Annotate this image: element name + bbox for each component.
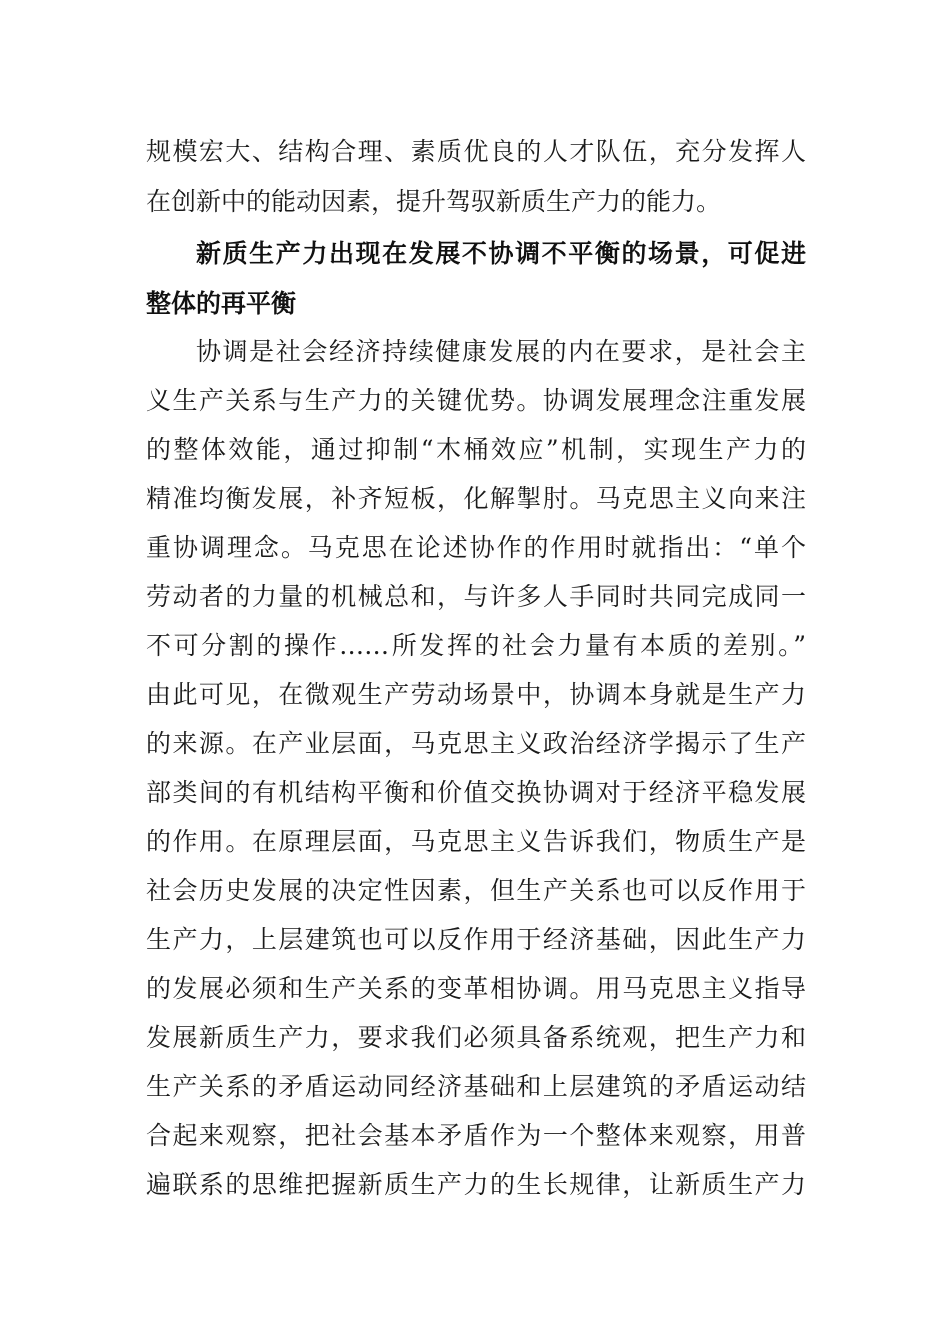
text-line: 发展新质生产力，要求我们必须具备系统观，把生产力和 — [146, 1023, 806, 1052]
heading-line: 新质生产力出现在发展不协调不平衡的场景，可促进 — [196, 239, 806, 268]
text-line: 生产力，上层建筑也可以反作用于经济基础，因此生产力 — [146, 925, 806, 954]
text-line: 社会历史发展的决定性因素，但生产关系也可以反作用于 — [146, 876, 806, 905]
text-line: 遍联系的思维把握新质生产力的生长规律，让新质生产力 — [146, 1170, 806, 1199]
text-line: 重协调理念。马克思在论述协作的作用时就指出：“单个 — [146, 533, 806, 562]
text-line: 义生产关系与生产力的关键优势。协调发展理念注重发展 — [146, 386, 806, 415]
text-line: 劳动者的力量的机械总和，与许多人手同时共同完成同一 — [146, 582, 806, 611]
text-line: 在创新中的能动因素，提升驾驭新质生产力的能力。 — [146, 187, 722, 216]
text-line: 由此可见，在微观生产劳动场景中，协调本身就是生产力 — [146, 680, 806, 709]
heading-line: 整体的再平衡 — [146, 289, 297, 318]
text-line: 生产关系的矛盾运动同经济基础和上层建筑的矛盾运动结 — [146, 1072, 806, 1101]
text-line: 的来源。在产业层面，马克思主义政治经济学揭示了生产 — [146, 729, 806, 758]
text-line: 的作用。在原理层面，马克思主义告诉我们，物质生产是 — [146, 827, 806, 856]
text-line: 精准均衡发展，补齐短板，化解掣肘。马克思主义向来注 — [146, 484, 806, 513]
text-line: 合起来观察，把社会基本矛盾作为一个整体来观察，用普 — [146, 1121, 806, 1150]
text-line: 协调是社会经济持续健康发展的内在要求，是社会主 — [196, 337, 806, 366]
text-line: 的整体效能，通过抑制“木桶效应”机制，实现生产力的 — [146, 435, 806, 464]
text-line: 不可分割的操作……所发挥的社会力量有本质的差别。” — [146, 631, 806, 660]
text-line: 规模宏大、结构合理、素质优良的人才队伍，充分发挥人 — [146, 137, 806, 166]
text-line: 的发展必须和生产关系的变革相协调。用马克思主义指导 — [146, 974, 806, 1003]
text-line: 部类间的有机结构平衡和价值交换协调对于经济平稳发展 — [146, 778, 806, 807]
